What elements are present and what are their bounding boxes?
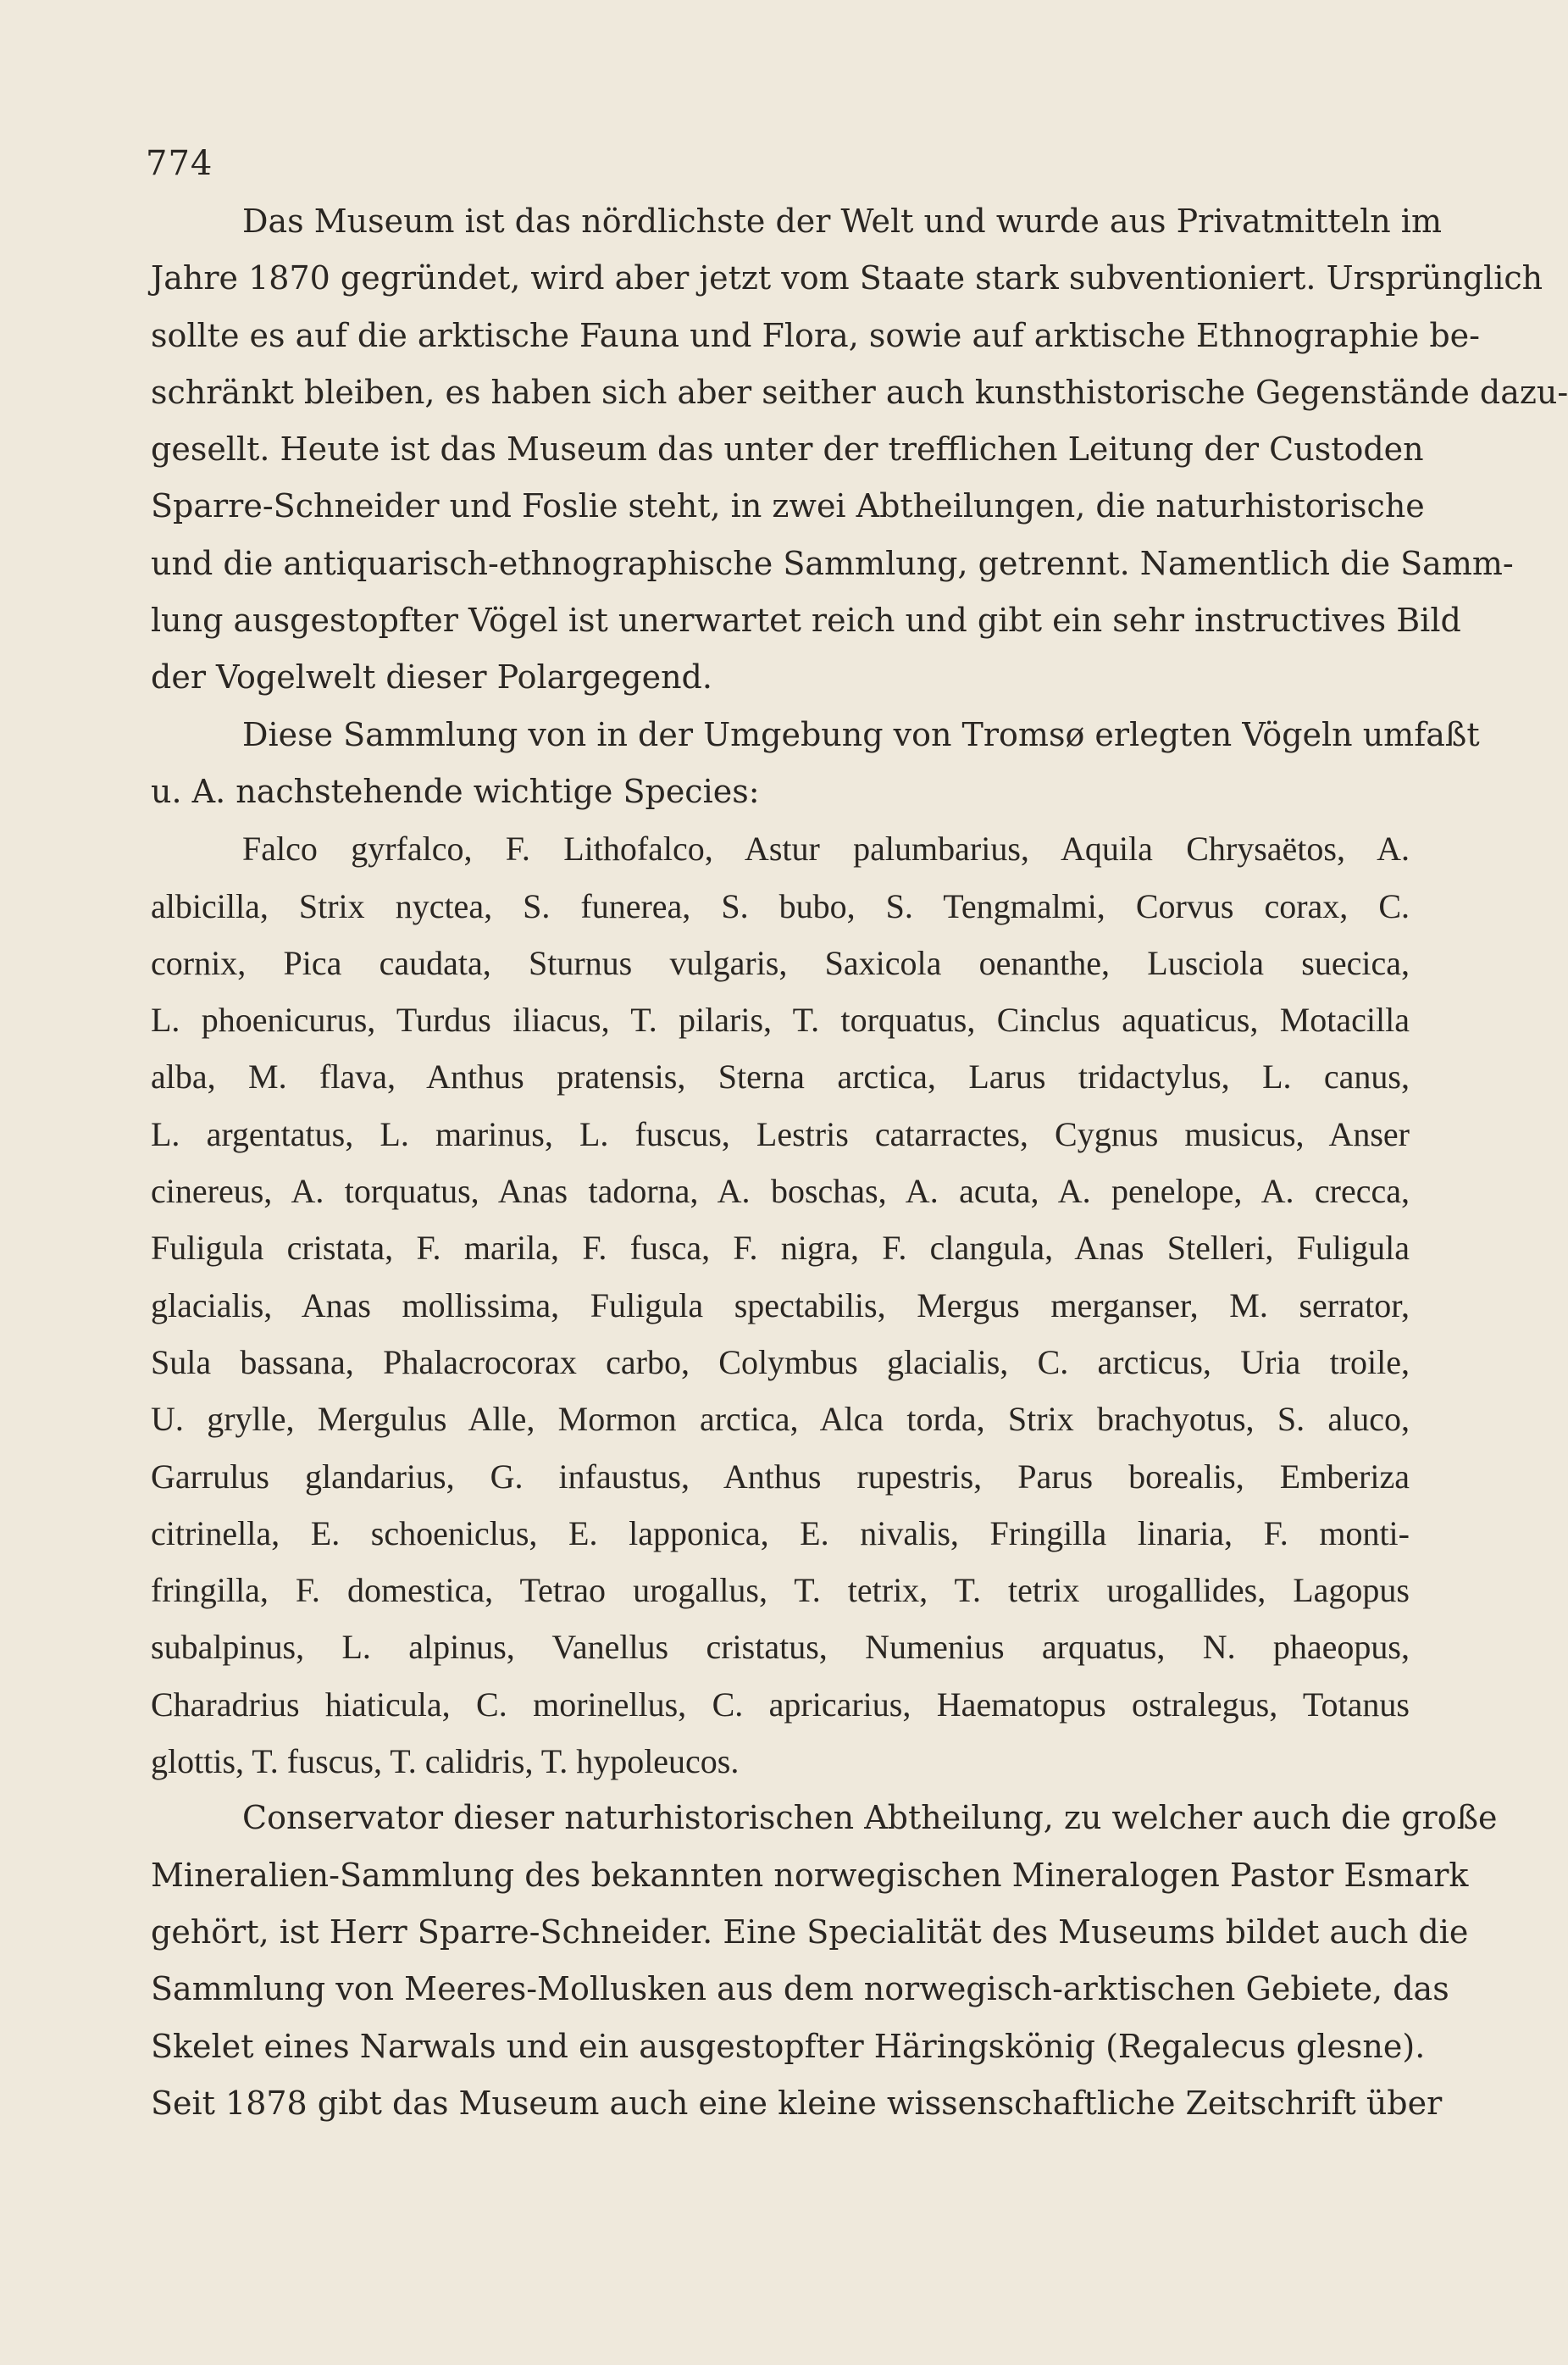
text-line: sollte es auf die arktische Fauna und Flora, sowie auf arktische Ethnographie be-: [151, 316, 1481, 354]
text-line: Charadrius hiaticula, C. morinellus, C. apricarius, Haematopus ostralegus, Totanus: [151, 1685, 1410, 1724]
text-line: Jahre 1870 gegründet, wird aber jetzt vom Staate stark subventioniert. Ursprünglich: [151, 259, 1543, 297]
text-line: citrinella, E. schoeniclus, E. lapponica, E. nivalis, Fringilla linaria, F. monti-: [151, 1513, 1410, 1552]
text-line: Falco gyrfalco, F. Lithofalco, Astur palumbarius, Aquila Chrysaëtos, A.: [242, 830, 1410, 869]
text-line: fringilla, F. domestica, Tetrao urogallus, T. tetrix, T. tetrix urogallides, Lagopus: [151, 1571, 1410, 1610]
text-line: Sammlung von Meeres-Mollusken aus dem norwegisch-arktischen Gebiete, das: [151, 1970, 1449, 2008]
text-line: glacialis, Anas mollissima, Fuligula spectabilis, Mergus merganser, M. serrator,: [151, 1285, 1410, 1324]
text-line: Seit 1878 gibt das Museum auch eine kleine wissenschaftliche Zeitschrift über: [151, 2084, 1443, 2122]
text-line: Fuligula cristata, F. marila, F. fusca, F. nigra, F. clangula, Anas Stelleri, Fuligula: [151, 1229, 1410, 1268]
text-line: Conservator dieser naturhistorischen Abtheilung, zu welcher auch die große: [242, 1799, 1498, 1837]
text-line: Das Museum ist das nördlichste der Welt und wurde aus Privatmitteln im: [242, 203, 1442, 240]
text-line: Mineralien-Sammlung des bekannten norwegischen Mineralogen Pastor Esmark: [151, 1856, 1469, 1894]
text-line: gehört, ist Herr Sparre-Schneider. Eine Specialität des Museums bildet auch die: [151, 1913, 1469, 1951]
text-line: Skelet eines Narwals und ein ausgestopfter Häringskönig (Regalecus glesne).: [151, 2027, 1426, 2065]
text-line: und die antiquarisch-ethnographische Sammlung, getrennt. Namentlich die Samm-: [151, 544, 1514, 582]
text-line: gesellt. Heute ist das Museum das unter der trefflichen Leitung der Custoden: [151, 430, 1424, 469]
text-line: cinereus, A. torquatus, Anas tadorna, A. boschas, A. acuta, A. penelope, A. crecca,: [151, 1172, 1410, 1211]
text-line: L. phoenicurus, Turdus iliacus, T. pilaris, T. torquatus, Cinclus aquaticus, Motacilla: [151, 1001, 1410, 1040]
text-line: der Vogelwelt dieser Polargegend.: [151, 658, 712, 697]
text-line: schränkt bleiben, es haben sich aber seither auch kunsthistorische Gegenstände dazu-: [151, 373, 1568, 411]
text-line: U. grylle, Mergulus Alle, Mormon arctica, Alca torda, Strix brachyotus, S. aluco,: [151, 1400, 1410, 1439]
text-line: u. A. nachstehende wichtige Species:: [151, 772, 760, 810]
text-line: glottis, T. fuscus, T. calidris, T. hypoleucos.: [151, 1742, 740, 1781]
page-number: 774: [146, 144, 213, 183]
text-line: Sula bassana, Phalacrocorax carbo, Colymbus glacialis, C. arcticus, Uria troile,: [151, 1342, 1410, 1381]
text-line: subalpinus, L. alpinus, Vanellus cristatus, Numenius arquatus, N. phaeopus,: [151, 1628, 1410, 1667]
text-line: Sparre-Schneider und Foslie steht, in zwei Abtheilungen, die naturhistorische: [151, 487, 1425, 525]
text-line: Garrulus glandarius, G. infaustus, Anthus rupestris, Parus borealis, Emberiza: [151, 1457, 1410, 1496]
text-line: cornix, Pica caudata, Sturnus vulgaris, Saxicola oenanthe, Lusciola suecica,: [151, 943, 1410, 982]
text-line: albicilla, Strix nyctea, S. funerea, S. bubo, S. Tengmalmi, Corvus corax, C.: [151, 886, 1410, 925]
text-line: Diese Sammlung von in der Umgebung von Tromsø erlegten Vögeln umfaßt: [242, 715, 1480, 753]
body-text: [151, 193, 1568, 2132]
text-line: alba, M. flava, Anthus pratensis, Sterna arctica, Larus tridactylus, L. canus,: [151, 1058, 1410, 1096]
text-line: lung ausgestopfter Vögel ist unerwartet reich und gibt ein sehr instructives Bild: [151, 602, 1461, 640]
text-line: L. argentatus, L. marinus, L. fuscus, Lestris catarractes, Cygnus musicus, Anser: [151, 1114, 1410, 1153]
